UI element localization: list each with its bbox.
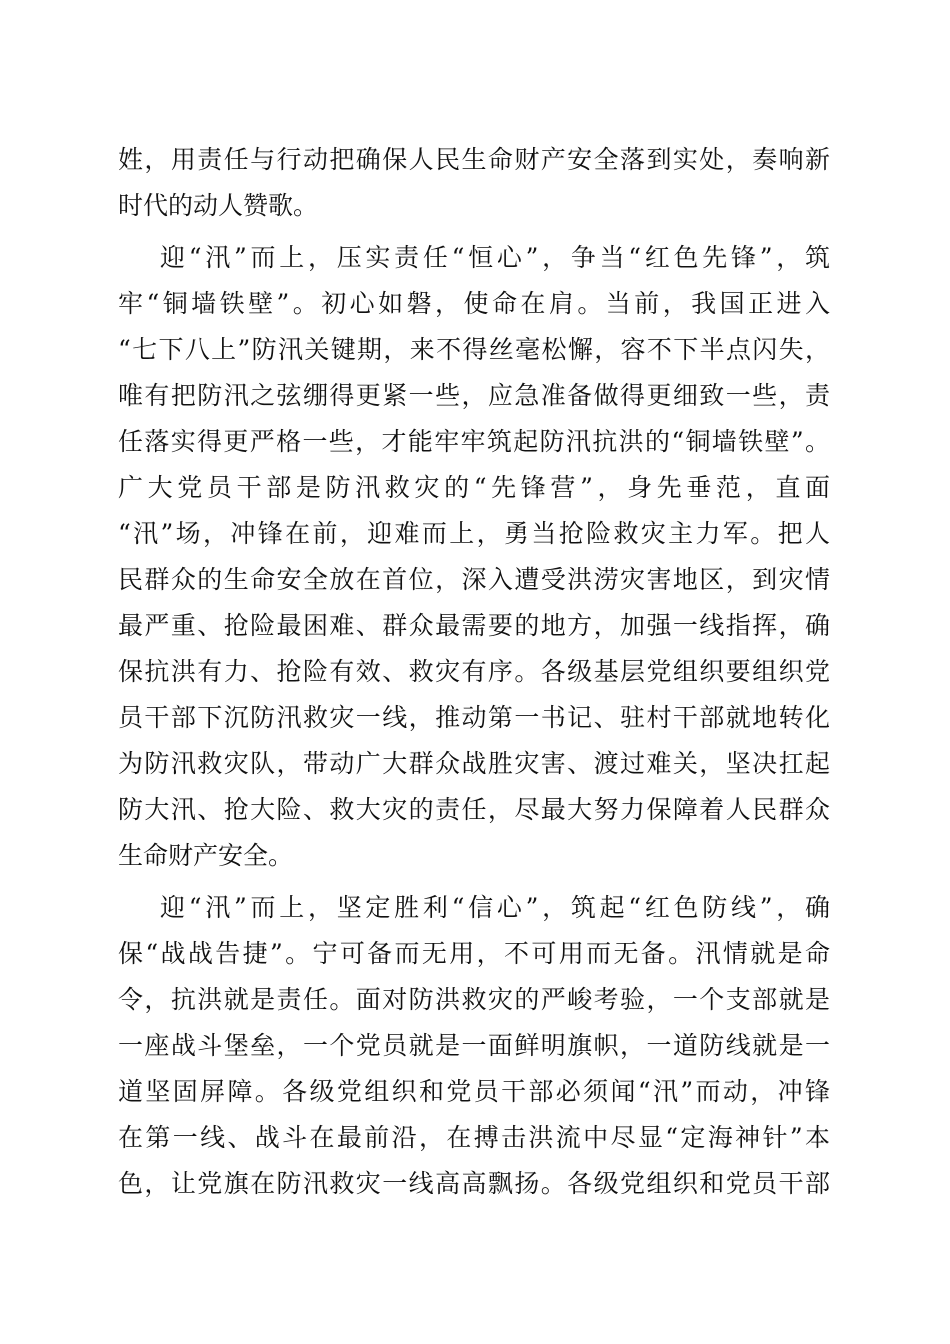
- text-line: 色，让党旗在防汛救灾一线高高飘扬。各级党组织和党员干部: [118, 1169, 830, 1198]
- text-line: 迎“汛”而上，坚定胜利“信心”，筑起“红色防线”，确: [160, 893, 830, 922]
- text-line: 时代的动人赞歌。: [118, 191, 319, 220]
- text-line: 保“战战告捷”。宁可备而无用，不可用而无备。汛情就是命: [118, 939, 830, 968]
- text-line: “汛”场，冲锋在前，迎难而上，勇当抢险救灾主力军。把人: [118, 519, 830, 548]
- text-line: 令，抗洪就是责任。面对防洪救灾的严峻考验，一个支部就是: [118, 985, 830, 1014]
- text-line: 生命财产安全。: [118, 841, 294, 870]
- text-line: 在第一线、战斗在最前沿，在搏击洪流中尽显“定海神针”本: [118, 1123, 830, 1152]
- text-line: “七下八上”防汛关键期，来不得丝毫松懈，容不下半点闪失，: [118, 335, 830, 364]
- text-line: 任落实得更严格一些，才能牢牢筑起防汛抗洪的“铜墙铁壁”。: [118, 427, 830, 456]
- text-line: 广大党员干部是防汛救灾的“先锋营”，身先垂范，直面: [118, 473, 830, 502]
- text-line: 保抗洪有力、抢险有效、救灾有序。各级基层党组织要组织党: [118, 657, 830, 686]
- text-line: 姓，用责任与行动把确保人民生命财产安全落到实处，奏响新: [118, 145, 830, 174]
- text-line: 一座战斗堡垒，一个党员就是一面鲜明旗帜，一道防线就是一: [118, 1031, 830, 1060]
- text-line: 道坚固屏障。各级党组织和党员干部必须闻“汛”而动，冲锋: [118, 1077, 830, 1106]
- text-line: 牢“铜墙铁壁”。初心如磐，使命在肩。当前，我国正进入: [118, 289, 830, 318]
- text-line: 民群众的生命安全放在首位，深入遭受洪涝灾害地区，到灾情: [118, 565, 830, 594]
- text-line: 唯有把防汛之弦绷得更紧一些，应急准备做得更细致一些，责: [118, 381, 830, 410]
- text-line: 最严重、抢险最困难、群众最需要的地方，加强一线指挥，确: [118, 611, 830, 640]
- text-line: 防大汛、抢大险、救大灾的责任，尽最大努力保障着人民群众: [118, 795, 830, 824]
- text-line: 为防汛救灾队，带动广大群众战胜灾害、渡过难关，坚决扛起: [118, 749, 830, 778]
- text-line: 员干部下沉防汛救灾一线，推动第一书记、驻村干部就地转化: [118, 703, 830, 732]
- text-line: 迎“汛”而上，压实责任“恒心”，争当“红色先锋”，筑: [160, 243, 830, 272]
